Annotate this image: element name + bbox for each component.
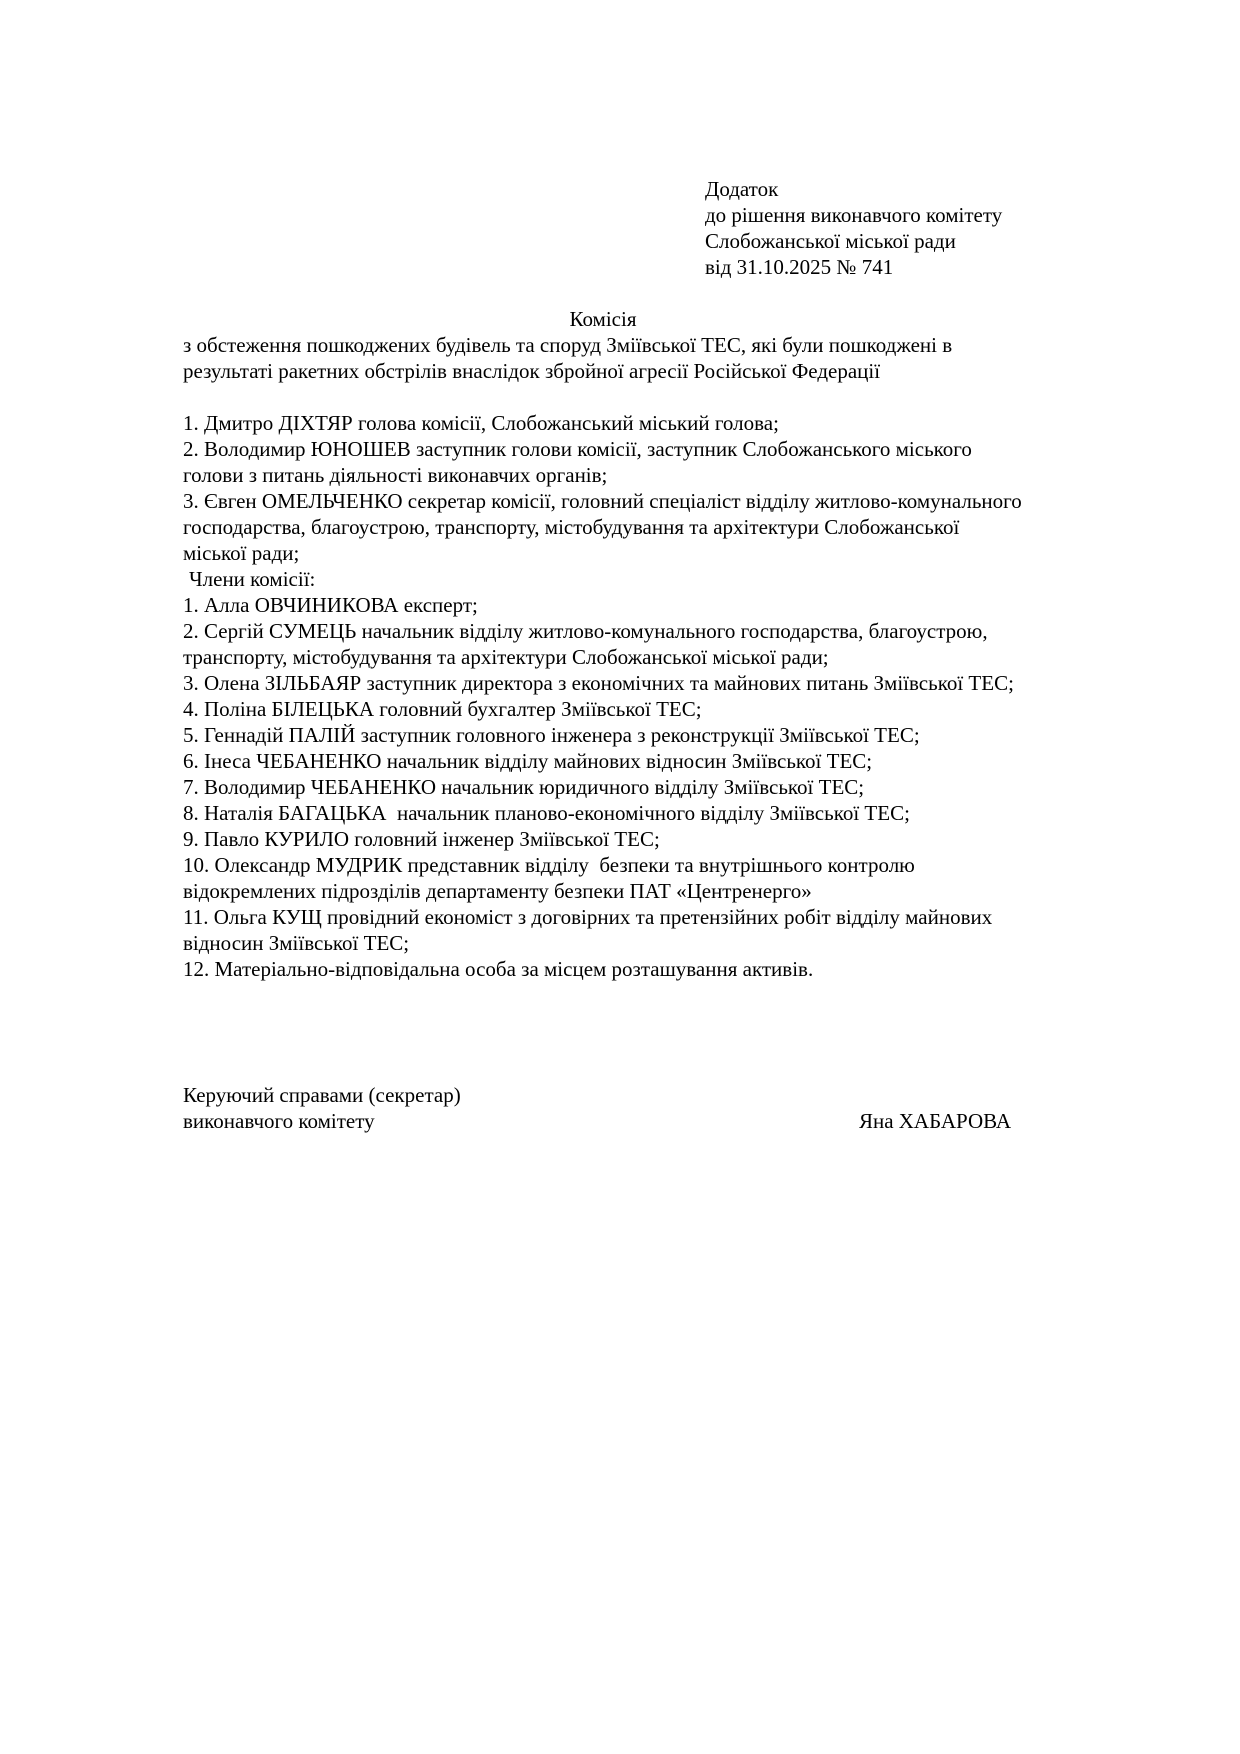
member-item: 5. Геннадій ПАЛІЙ заступник головного інженера з реконструкції Зміївської ТЕС; <box>183 723 920 747</box>
leadership-item: 3. Євген ОМЕЛЬЧЕНКО секретар комісії, головний спеціаліст відділу житлово-комунального господарства, благоустрою, транспорту, містобудування та архітектури Слобожанської міської ради; <box>183 489 1028 565</box>
member-item: 9. Павло КУРИЛО головний інженер Зміївської ТЕС; <box>183 827 660 851</box>
member-item: 8. Наталія БАГАЦЬКА начальник планово-економічного відділу Зміївської ТЕС; <box>183 801 910 825</box>
appendix-ref-block <box>705 176 1023 280</box>
leadership-item: 1. Дмитро ДІХТЯР голова комісії, Слобожанський міський голова; <box>183 411 779 435</box>
signature-row <box>183 1108 1023 1134</box>
member-item: 4. Поліна БІЛЕЦЬКА головний бухгалтер Зміївської ТЕС; <box>183 697 702 721</box>
leadership-list <box>183 410 1028 566</box>
member-item: 3. Олена ЗІЛЬБАЯР заступник директора з економічних та майнових питань Зміївської ТЕС; <box>183 671 1014 695</box>
members-list <box>183 592 1023 982</box>
appendix-ref-line: Слобожанської міської ради <box>705 229 956 253</box>
member-item: 10. Олександр МУДРИК представник відділу безпеки та внутрішнього контролю відокремлених підрозділів департаменту безпеки ПАТ «Центренерго» <box>183 853 921 903</box>
signature-block <box>183 1082 1023 1134</box>
signatory-name: Яна ХАБАРОВА <box>858 1109 1011 1133</box>
doc-subtitle: з обстеження пошкоджених будівель та споруд Зміївської ТЕС, які були пошкоджені в результаті ракетних обстрілів внаслідок збройної агресії Російської Федерації <box>183 333 958 383</box>
member-item: 1. Алла ОВЧИНИКОВА експерт; <box>183 593 478 617</box>
signature-role-line1: Керуючий справами (секретар) <box>183 1083 461 1107</box>
member-item: 6. Інеса ЧЕБАНЕНКО начальник відділу майнових відносин Зміївської ТЕС; <box>183 749 873 773</box>
members-heading: Члени комісії: <box>189 567 316 591</box>
signature-role-line2: виконавчого комітету <box>183 1109 375 1133</box>
appendix-ref-line: до рішення виконавчого комітету <box>705 203 1003 227</box>
member-item: 11. Ольга КУЩ провідний економіст з договірних та претензійних робіт відділу майнових відносин Зміївської ТЕС; <box>183 905 998 955</box>
member-item: 7. Володимир ЧЕБАНЕНКО начальник юридичного відділу Зміївської ТЕС; <box>183 775 865 799</box>
leadership-item: 2. Володимир ЮНОШЕВ заступник голови комісії, заступник Слобожанського міського голови з питань діяльності виконавчих органів; <box>183 437 978 487</box>
doc-title: Комісія <box>569 307 637 331</box>
member-item: 12. Матеріально-відповідальна особа за місцем розташування активів. <box>183 957 814 981</box>
document-content <box>183 176 1028 1134</box>
member-item: 2. Сергій СУМЕЦЬ начальник відділу житлово-комунального господарства, благоустрою, транспорту, містобудування та архітектури Слобожанської міської ради; <box>183 619 993 669</box>
appendix-ref-line: Додаток <box>705 177 779 201</box>
appendix-ref-line: від 31.10.2025 № 741 <box>705 255 894 279</box>
